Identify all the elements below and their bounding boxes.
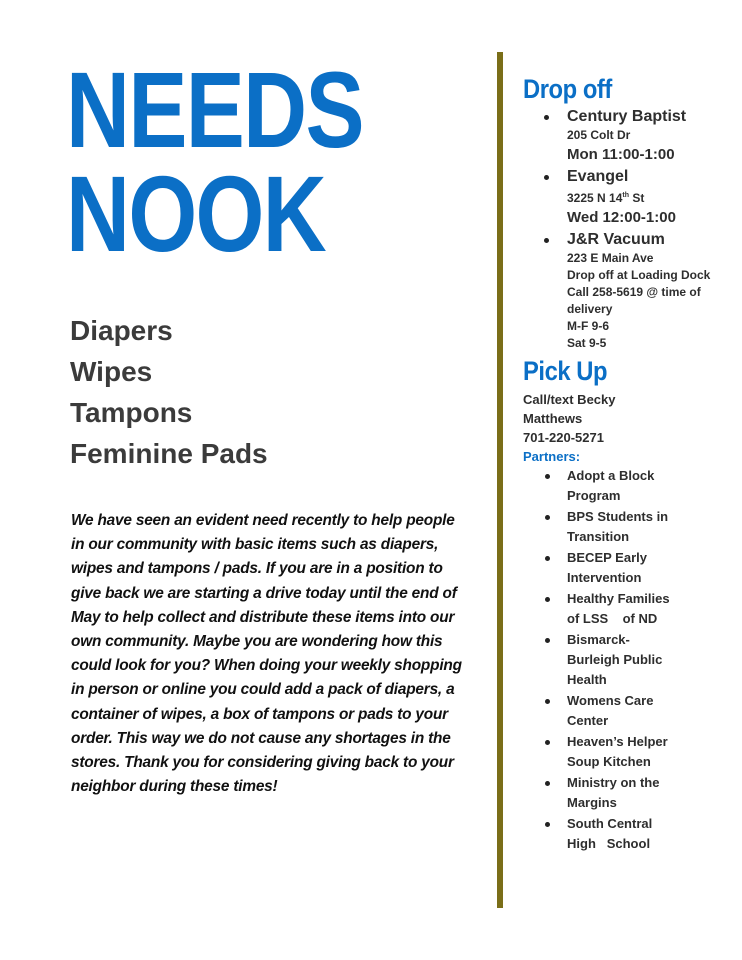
partner-item: Bismarck-Burleigh Public Health bbox=[523, 630, 733, 690]
drop-off-location bbox=[523, 229, 733, 352]
column-divider bbox=[497, 52, 503, 908]
location-name: J&R Vacuum bbox=[567, 231, 665, 248]
location-detail: M-F 9-6 bbox=[567, 319, 609, 333]
pick-up-heading: Pick Up bbox=[523, 356, 608, 386]
partner-item: Healthy Families of LSS of ND bbox=[523, 589, 733, 629]
needed-item: Feminine Pads bbox=[70, 438, 268, 469]
title-line-2: NOOK bbox=[66, 153, 326, 274]
needed-item: Diapers bbox=[70, 315, 173, 346]
pick-up-contact: Call/text Becky Matthews bbox=[523, 392, 616, 426]
partner-item: Adopt a Block Program bbox=[523, 466, 733, 506]
title-line-1: NEEDS bbox=[66, 49, 363, 170]
partner-item: Ministry on the Margins bbox=[523, 773, 733, 813]
partners-list bbox=[523, 466, 733, 854]
location-address: 205 Colt Dr bbox=[567, 128, 631, 142]
needed-item: Wipes bbox=[70, 356, 153, 387]
partner-item: South Central High School bbox=[523, 814, 733, 854]
location-name: Century Baptist bbox=[567, 108, 687, 125]
drop-off-list bbox=[523, 106, 733, 352]
partner-item: BPS Students in Transition bbox=[523, 507, 733, 547]
partner-item: BECEP Early Intervention bbox=[523, 548, 733, 588]
location-detail: Drop off at Loading Dock bbox=[567, 268, 711, 282]
needed-items-list bbox=[70, 310, 470, 474]
description-paragraph: We have seen an evident need recently to help people in our community with basic items such as diapers, wipes and tampons / pads. If you are in a position to give back we are starting a drive today until the end of May to help collect and distribute these items into our own community. Maybe you are wondering how this could look for you? When doing your weekly shopping in person or online you could add a pack of diapers, a container of wipes, a box of tampons or pads to your order. This way we do not cause any shortages in the stores. Thank you for considering giving back to your neighbor during these times! bbox=[71, 512, 462, 796]
location-detail: Sat 9-5 bbox=[567, 336, 607, 350]
partner-item: Womens Care Center bbox=[523, 691, 733, 731]
drop-off-heading: Drop off bbox=[523, 74, 612, 104]
info-column bbox=[523, 72, 733, 855]
partners-label: Partners: bbox=[523, 449, 581, 464]
location-hours: Wed 12:00-1:00 bbox=[567, 209, 676, 226]
needed-item: Tampons bbox=[70, 397, 193, 428]
location-address: 3225 N 14th St bbox=[567, 191, 645, 205]
location-address: 223 E Main Ave bbox=[567, 251, 654, 265]
partner-item: Heaven’s Helper Soup Kitchen bbox=[523, 732, 733, 772]
drop-off-location bbox=[523, 106, 733, 166]
location-hours: Mon 11:00-1:00 bbox=[567, 146, 675, 163]
location-name: Evangel bbox=[567, 168, 629, 185]
drop-off-location bbox=[523, 166, 733, 229]
location-detail: Call 258-5619 @ time of delivery bbox=[567, 285, 701, 316]
flyer-title bbox=[66, 49, 402, 274]
pick-up-phone: 701-220-5271 bbox=[523, 430, 604, 445]
